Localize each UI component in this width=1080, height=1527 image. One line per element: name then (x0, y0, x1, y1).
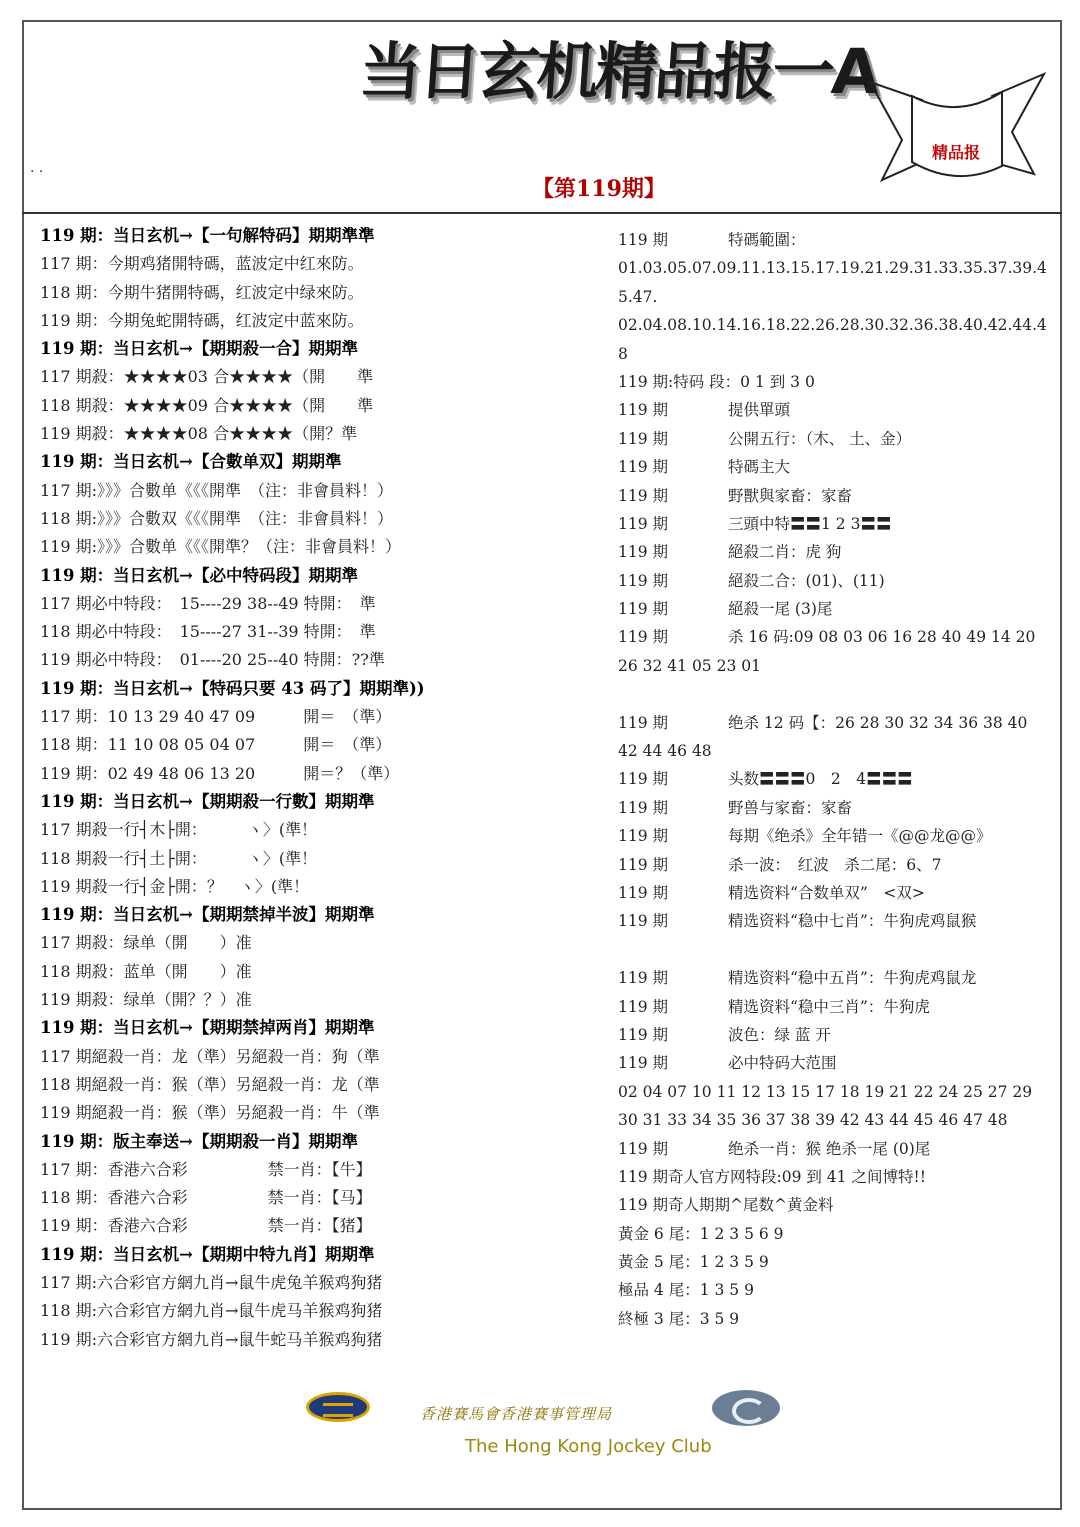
issue-label: 119 期 (618, 827, 669, 846)
item-text: 30 31 33 34 35 36 37 38 39 42 43 44 45 46 47 48 (618, 1111, 1008, 1130)
issue-label: 119 期 (618, 486, 669, 505)
list-item (618, 936, 1038, 964)
issue-label: 119 期 (618, 543, 669, 562)
list-item (618, 794, 1038, 822)
list-item (618, 680, 1038, 708)
list-item (618, 1191, 1038, 1219)
item-text (618, 936, 1038, 964)
item-text: 绝杀一肖：猴 绝杀一尾 (0)尾 (728, 1139, 931, 1158)
list-item (618, 226, 1038, 254)
issue-label: 119 期 (618, 997, 669, 1016)
list-item: 119 期：今期兔蛇開特碼，红波定中蓝來防。 (40, 310, 364, 330)
list-item: 118 期:六合彩官方網九肖→鼠牛虎马羊猴鸡狗猪 (40, 1301, 383, 1321)
issue-label: 119 期 (618, 912, 669, 931)
issue-label: 119 期 (618, 1025, 669, 1044)
right-column (618, 226, 1047, 1333)
club-chinese-name: 香港賽馬會香港賽事管理局 (420, 1405, 613, 1423)
list-item: 117 期:》》》合數单《《《開準 （注：非會員料！） (40, 480, 394, 500)
list-item (618, 254, 1047, 282)
item-text: 精选资料“稳中七肖”：牛狗虎鸡鼠猴 (728, 912, 977, 931)
issue-label: 119 期 (618, 600, 669, 619)
list-item (618, 1220, 1038, 1248)
item-text: 01.03.05.07.09.11.13.15.17.19.21.29.31.33.35.37.39.4 (618, 259, 1047, 278)
issue-label: 119 期 (618, 969, 669, 988)
issue-number: 【第119期】 (532, 176, 666, 202)
list-item (618, 1248, 1038, 1276)
list-item (618, 879, 1038, 907)
section-heading: 119 期：当日玄机→【期期殺一合】期期準 (40, 339, 359, 359)
item-text: 野兽与家畜：家畜 (728, 798, 853, 817)
item-text: 5.47. (618, 287, 658, 306)
list-item: 119 期殺：★★★★08 合★★★★（開？準 (40, 424, 358, 444)
list-item: 117 期絕殺一肖：龙（準）另絕殺一肖：狗（準 (40, 1046, 380, 1066)
list-item: 118 期:》》》合數双《《《開準 （注：非會員料！） (40, 508, 394, 528)
list-item (618, 283, 1038, 311)
item-text: 特碼範圍： (728, 231, 806, 249)
issue-label: 119 期 (618, 628, 669, 647)
section-heading: 119 期：当日玄机→【合數单双】期期準 (40, 452, 342, 472)
item-text: 黃金 5 尾：1 2 3 5 9 (618, 1253, 769, 1272)
list-item (618, 993, 1038, 1021)
list-item: 119 期殺：绿单（開？？）准 (40, 990, 252, 1010)
list-item (618, 595, 1038, 623)
item-text: 特碼主大 (728, 458, 791, 477)
list-item (618, 396, 1038, 424)
item-text: 極品 4 尾：1 3 5 9 (618, 1281, 754, 1300)
item-text: 119 期:特码 段：0 1 到 3 0 (618, 372, 815, 391)
item-text: 黃金 6 尾：1 2 3 5 6 9 (618, 1224, 784, 1243)
item-text: 42 44 46 48 (618, 742, 712, 761)
section-heading: 119 期：当日玄机→【期期禁掉半波】期期準 (40, 905, 375, 925)
list-item (618, 737, 1038, 765)
list-item (618, 1305, 1038, 1333)
item-text: 头数〓〓〓0 2 4〓〓〓 (728, 770, 913, 789)
list-item: 119 期殺一行┤金├開：？ ヽ〉(準！ (40, 876, 310, 896)
decor-dots: . . (30, 160, 44, 176)
section-heading: 119 期：当日玄机→【期期殺一行數】期期準 (40, 791, 375, 811)
item-text: 三頭中特〓〓1 2 3〓〓 (728, 514, 892, 533)
item-text (618, 680, 1038, 708)
list-item: 119 期：02 49 48 06 13 20 開＝？（準） (40, 763, 400, 783)
issue-label: 119 期 (618, 798, 669, 817)
item-text: 119 期奇人官方网特段:09 到 41 之间博特!! (618, 1167, 926, 1186)
list-item (618, 709, 1038, 737)
list-item (618, 822, 1038, 850)
item-text: 野獸與家畜：家畜 (728, 486, 853, 505)
list-item (618, 1135, 1038, 1163)
item-text: 8 (618, 344, 628, 363)
list-item (618, 453, 1038, 481)
header-divider (22, 212, 1062, 214)
item-text: 絕殺二合：(01)、(11) (728, 571, 885, 590)
list-item: 119 期必中特段： 01----20 25--40 特開：??準 (40, 650, 385, 670)
list-item: 118 期：11 10 08 05 04 07 開＝ （準） (40, 735, 392, 755)
item-text: 絕殺二肖：虎 狗 (728, 543, 842, 562)
list-item: 119 期:六合彩官方網九肖→鼠牛蛇马羊猴鸡狗猪 (40, 1329, 383, 1349)
item-text: 波色：绿 蓝 开 (728, 1025, 831, 1044)
list-item (618, 340, 1038, 368)
list-item (618, 851, 1038, 879)
item-text: 绝杀 12 码【：26 28 30 32 34 36 38 40 (728, 713, 1028, 732)
item-text: 必中特码大范围 (728, 1054, 837, 1073)
list-item: 117 期殺：绿单（開 ）准 (40, 933, 252, 953)
list-item: 119 期絕殺一肖：猴（準）另絕殺一肖：牛（準 (40, 1103, 380, 1123)
issue-label: 119 期 (618, 1054, 669, 1073)
list-item (618, 510, 1038, 538)
item-text: 終極 3 尾：3 5 9 (618, 1309, 740, 1328)
list-item (618, 1078, 1038, 1106)
item-text: 杀 16 码:09 08 03 06 16 28 40 49 14 20 (728, 628, 1036, 647)
left-column (40, 222, 580, 1354)
item-text: 公開五行：（木、 土、金） (728, 429, 912, 448)
list-item (618, 1276, 1038, 1304)
item-text: 精选资料“稳中五肖”：牛狗虎鸡鼠龙 (728, 969, 977, 988)
section-heading: 119 期：版主奉送→【期期殺一肖】期期準 (40, 1131, 359, 1151)
list-item: 117 期：今期鸡猪開特碼，蓝波定中红來防。 (40, 254, 364, 274)
list-item (618, 567, 1038, 595)
item-text: 精选资料“稳中三肖”：牛狗虎 (728, 997, 930, 1016)
item-text: 每期《绝杀》全年错一《@@龙@@》 (728, 827, 992, 846)
list-item (618, 1106, 1038, 1134)
list-item: 117 期殺一行┤木├開： ヽ〉(準！ (40, 820, 318, 840)
list-item (618, 964, 1038, 992)
issue-label: 119 期 (618, 401, 669, 420)
list-item: 117 期：香港六合彩 禁一肖：【牛】 (40, 1159, 372, 1179)
list-item (618, 311, 1047, 339)
list-item: 119 期：香港六合彩 禁一肖：【猪】 (40, 1216, 372, 1236)
list-item (618, 538, 1038, 566)
list-item (618, 652, 1038, 680)
issue-label: 119 期 (618, 231, 669, 249)
section-heading: 119 期：当日玄机→【期期禁掉两肖】期期準 (40, 1018, 375, 1038)
issue-label: 119 期 (618, 514, 669, 533)
banner-label: 精品报 (932, 143, 981, 162)
list-item: 118 期殺一行┤土├開： ヽ〉(準！ (40, 848, 318, 868)
list-item (618, 425, 1038, 453)
list-item (618, 623, 1038, 651)
list-item (618, 368, 1038, 396)
list-item (618, 907, 1038, 935)
item-text: 精选资料“合数单双” <双> (728, 883, 925, 902)
list-item (618, 1021, 1038, 1049)
section-heading: 119 期：当日玄机→【必中特码段】期期準 (40, 565, 359, 585)
item-text: 提供單頭 (728, 401, 791, 420)
list-item: 117 期必中特段： 15----29 38--49 特開： 準 (40, 593, 376, 613)
item-text: 119 期奇人期期^尾数^黄金料 (618, 1196, 834, 1215)
list-item: 118 期：今期牛猪開特碼，红波定中绿來防。 (40, 282, 364, 302)
item-text: 02.04.08.10.14.16.18.22.26.28.30.32.36.38.40.42.44.4 (618, 316, 1047, 335)
list-item: 118 期必中特段： 15----27 31--39 特開： 準 (40, 622, 376, 642)
list-item: 117 期:六合彩官方網九肖→鼠牛虎兔羊猴鸡狗猪 (40, 1272, 383, 1292)
list-item (618, 1049, 1038, 1077)
item-text: 02 04 07 10 11 12 13 15 17 18 19 21 22 24 25 27 29 (618, 1082, 1033, 1101)
section-heading: 119 期：当日玄机→【一句解特码】期期準準 (40, 226, 375, 245)
list-item: 119 期:》》》合數单《《《開準？（注：非會員料！） (40, 537, 402, 557)
item-text: 26 32 41 05 23 01 (618, 656, 761, 675)
issue-label: 119 期 (618, 458, 669, 477)
section-heading: 119 期：当日玄机→【特码只要 43 码了】期期準)) (40, 678, 425, 698)
issue-label: 119 期 (618, 713, 669, 732)
issue-label: 119 期 (618, 429, 669, 448)
list-item (618, 482, 1038, 510)
item-text: 杀一波： 红波 杀二尾：6、7 (728, 855, 942, 874)
issue-label: 119 期 (618, 770, 669, 789)
list-item: 118 期殺：★★★★09 合★★★★（開 準 (40, 395, 374, 415)
list-item: 118 期絕殺一肖：猴（準）另絕殺一肖：龙（準 (40, 1074, 380, 1094)
hkjc-emblem-icon (306, 1392, 370, 1422)
list-item: 118 期殺：蓝单（開 ）准 (40, 961, 252, 981)
list-item (618, 765, 1038, 793)
banner-ribbon-icon (862, 70, 1052, 190)
issue-label: 119 期 (618, 883, 669, 902)
list-item: 117 期：10 13 29 40 47 09 開＝ （準） (40, 707, 392, 727)
issue-label: 119 期 (618, 1139, 669, 1158)
list-item: 117 期殺：★★★★03 合★★★★（開 準 (40, 367, 374, 387)
page-title: 当日玄机精品报一A (357, 35, 880, 108)
club-english-name: The Hong Kong Jockey Club (465, 1436, 712, 1457)
issue-label: 119 期 (618, 571, 669, 590)
horse-logo-icon (712, 1390, 780, 1426)
list-item (618, 1163, 1038, 1191)
list-item: 118 期：香港六合彩 禁一肖：【马】 (40, 1188, 372, 1208)
section-heading: 119 期：当日玄机→【期期中特九肖】期期準 (40, 1244, 375, 1264)
issue-label: 119 期 (618, 855, 669, 874)
item-text: 絕殺一尾 (3)尾 (728, 600, 833, 619)
